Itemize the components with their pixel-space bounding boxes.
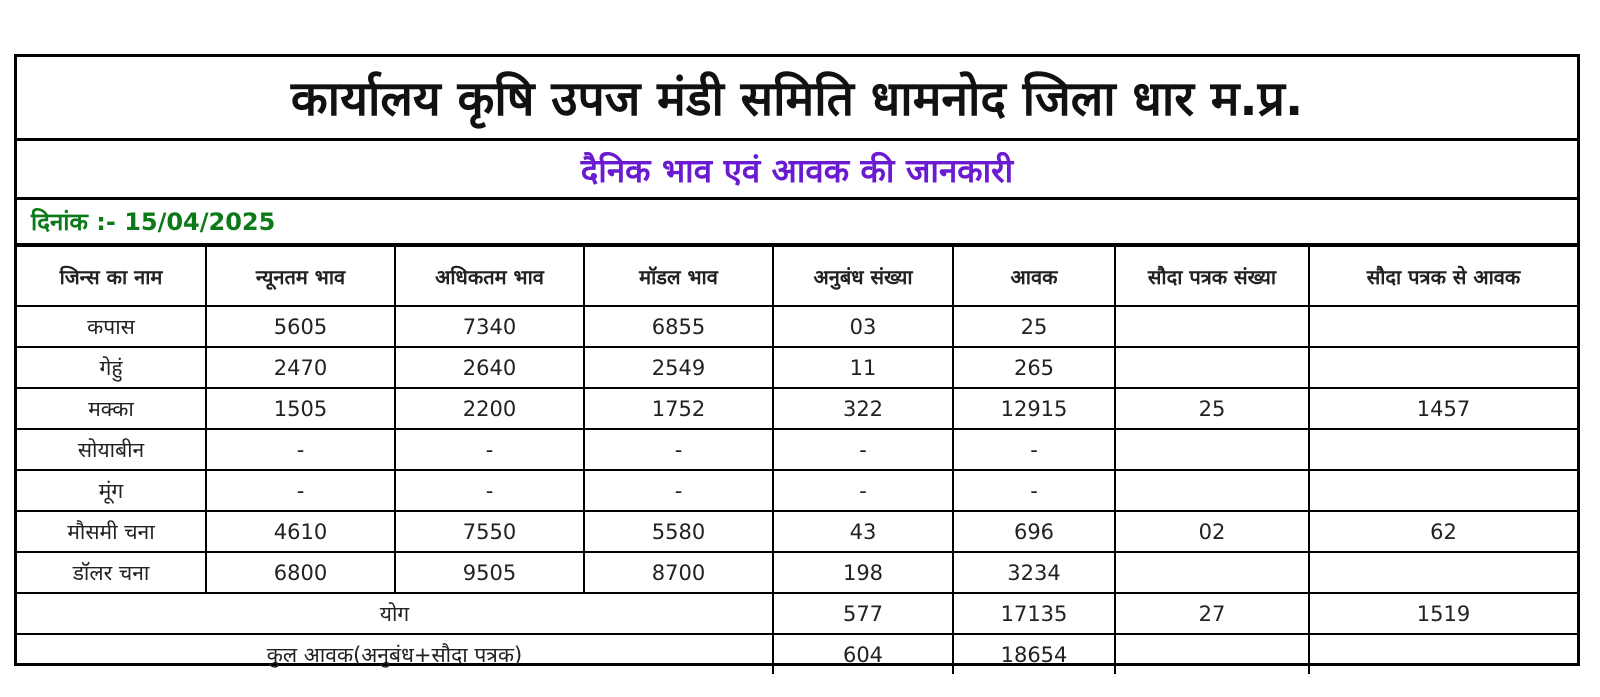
slip-arrival (1309, 429, 1577, 470)
model-price: 5580 (584, 511, 773, 552)
arrival: 265 (953, 347, 1115, 388)
max-price: 7340 (395, 306, 584, 347)
slip-count (1115, 429, 1309, 470)
contract-count: 03 (773, 306, 953, 347)
total-row (17, 593, 1577, 634)
contract-count: - (773, 470, 953, 511)
min-price: - (206, 470, 395, 511)
model-price: - (584, 470, 773, 511)
commodity-name: कपास (17, 306, 206, 347)
max-price: - (395, 429, 584, 470)
max-price: 7550 (395, 511, 584, 552)
arrival: 3234 (953, 552, 1115, 593)
max-price: 2640 (395, 347, 584, 388)
max-price: 9505 (395, 552, 584, 593)
min-price: 5605 (206, 306, 395, 347)
model-price: 8700 (584, 552, 773, 593)
slip-count (1115, 470, 1309, 511)
contract-count: 11 (773, 347, 953, 388)
model-price: 1752 (584, 388, 773, 429)
slip-arrival (1309, 347, 1577, 388)
commodity-name: सोयाबीन (17, 429, 206, 470)
page-subtitle: दैनिक भाव एवं आवक की जानकारी (17, 141, 1577, 200)
total-slip-count: 27 (1115, 593, 1309, 634)
contract-count: 43 (773, 511, 953, 552)
slip-arrival (1309, 306, 1577, 347)
slip-count (1115, 347, 1309, 388)
arrival: - (953, 429, 1115, 470)
rate-sheet (14, 54, 1580, 666)
slip-count: 25 (1115, 388, 1309, 429)
table-row (17, 470, 1577, 511)
slip-arrival (1309, 470, 1577, 511)
min-price: 2470 (206, 347, 395, 388)
column-header: सौदा पत्रक संख्या (1115, 246, 1309, 306)
date-label: दिनांक :- 15/04/2025 (17, 200, 1577, 245)
contract-count: 198 (773, 552, 953, 593)
column-header: अनुबंध संख्या (773, 246, 953, 306)
page-title: कार्यालय कृषि उपज मंडी समिति धामनोद जिला धार म.प्र. (17, 57, 1577, 141)
column-header: अधिकतम भाव (395, 246, 584, 306)
grand-total-label: कुल आवक(अनुबंध+सौदा पत्रक) (17, 634, 773, 674)
max-price: - (395, 470, 584, 511)
min-price: - (206, 429, 395, 470)
total-contracts: 577 (773, 593, 953, 634)
table-row (17, 388, 1577, 429)
grand-total-row (17, 634, 1577, 674)
table-row (17, 347, 1577, 388)
model-price: - (584, 429, 773, 470)
commodity-name: मूंग (17, 470, 206, 511)
commodity-name: डॉलर चना (17, 552, 206, 593)
table-row (17, 552, 1577, 593)
grand-total-slip-count (1115, 634, 1309, 674)
commodity-name: गेहुं (17, 347, 206, 388)
column-header: जिन्स का नाम (17, 246, 206, 306)
slip-arrival: 1457 (1309, 388, 1577, 429)
min-price: 1505 (206, 388, 395, 429)
slip-arrival: 62 (1309, 511, 1577, 552)
slip-arrival (1309, 552, 1577, 593)
model-price: 6855 (584, 306, 773, 347)
model-price: 2549 (584, 347, 773, 388)
arrival: 696 (953, 511, 1115, 552)
commodity-name: मौसमी चना (17, 511, 206, 552)
total-slip-arrival: 1519 (1309, 593, 1577, 634)
commodity-name: मक्का (17, 388, 206, 429)
grand-total-slip-arrival (1309, 634, 1577, 674)
grand-total-arrival: 18654 (953, 634, 1115, 674)
max-price: 2200 (395, 388, 584, 429)
table-row (17, 429, 1577, 470)
slip-count: 02 (1115, 511, 1309, 552)
slip-count (1115, 306, 1309, 347)
arrival: 12915 (953, 388, 1115, 429)
table-header-row (17, 246, 1577, 306)
column-header: मॉडल भाव (584, 246, 773, 306)
total-label: योग (17, 593, 773, 634)
rates-table (17, 245, 1577, 674)
table-row (17, 306, 1577, 347)
contract-count: 322 (773, 388, 953, 429)
total-arrival: 17135 (953, 593, 1115, 634)
contract-count: - (773, 429, 953, 470)
arrival: - (953, 470, 1115, 511)
column-header: न्यूनतम भाव (206, 246, 395, 306)
table-row (17, 511, 1577, 552)
column-header: आवक (953, 246, 1115, 306)
min-price: 4610 (206, 511, 395, 552)
column-header: सौदा पत्रक से आवक (1309, 246, 1577, 306)
min-price: 6800 (206, 552, 395, 593)
grand-total-contracts: 604 (773, 634, 953, 674)
arrival: 25 (953, 306, 1115, 347)
slip-count (1115, 552, 1309, 593)
